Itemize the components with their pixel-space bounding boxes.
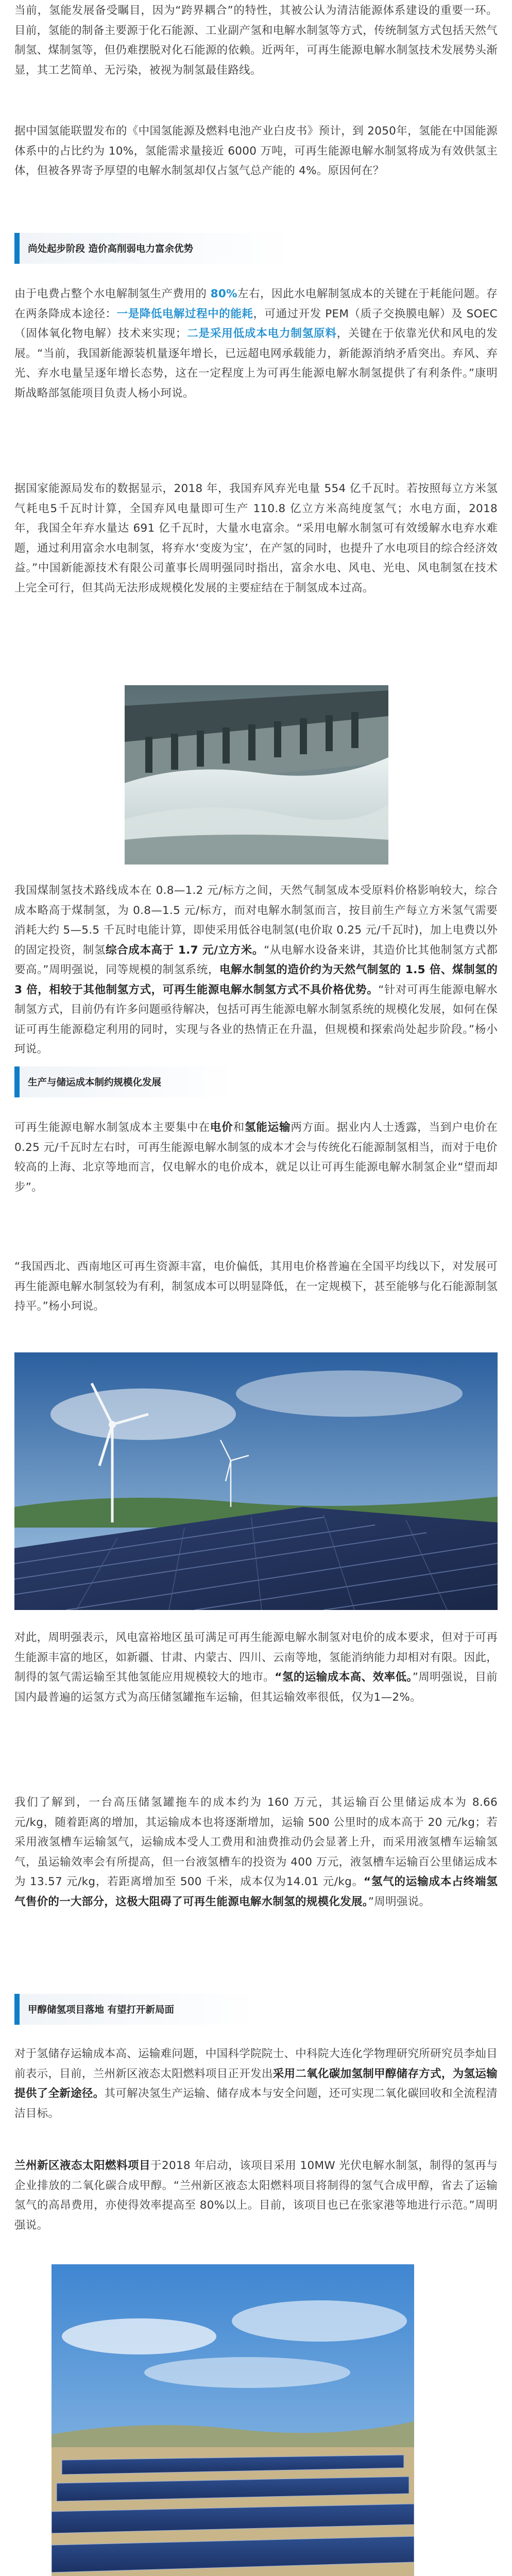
p10-text-a: 对于氢储存运输成本高、运输难问题，中国科学院院士、中科院大连化学物理研究所研究员李灿目前表示，目前，兰州新区液态太阳燃料项目正开发出 <box>14 2047 498 2080</box>
section-header-1: 尚处起步阶段 造价高削弱电力富余优势 <box>14 233 293 264</box>
p5-text-a: 我国煤制氢技术路线成本在 0.8—1.2 元/标方之间，天然气制氢成本受原料价格影响较大，综合成本略高于煤制氢，为 0.8—1.5 元/标方，而对电解水制氢而言，按目前生产每立方米氢气需要消耗大约 5—5.5 千瓦时电能计算，即使采用低谷电制氢(电价取 0.25 元/千瓦时)，加上电费以外的固定投资，制氢 <box>14 884 498 957</box>
paragraph-transport-issue <box>14 1628 498 1707</box>
p9-text-c: ”周明强说。 <box>368 1895 431 1908</box>
p8-text-a: 对此，周明强表示，风电富裕地区虽可满足可再生能源电解水制氢对电价的成本要求，但对于可再生能源丰富的地区，如新疆、甘肃、内蒙古、四川、云南等地，氢能消纳能力却相对有限。因此，制得的氢气需运输至其他氢能应用规模较大的地市。 <box>14 1631 498 1684</box>
dam-photo <box>125 685 388 865</box>
p3-text-d: ，关键在于依靠光伏和风电的发展。“当前，我国新能源装机量逐年增长，已远超电网承载能力，新能源消纳矛盾突出。弃风、弃光、弃水电量呈逐年增长态势，这在一定程度上为可再生能源电解水制氢提供了有利条件。”康明斯战略部氢能项目负责人杨小珂说。 <box>14 327 498 400</box>
p3-highlight-80: 80% <box>210 287 237 300</box>
p6-bold-price: 电价 <box>210 1121 233 1134</box>
p10-text-c: 其可解决氢生产运输、储存成本与安全问题，还可实现二氧化碳回收和全流程清洁目标。 <box>14 2087 498 2120</box>
p3-highlight-route1: 一是降低电解过程中的能耗 <box>116 307 253 320</box>
p11-bold-project: 兰州新区液态太阳燃料项目 <box>14 2159 150 2172</box>
p3-text-a: 由于电费占整个水电解制氢生产费用的 <box>14 287 211 300</box>
p6-text-and: 和 <box>233 1121 245 1134</box>
p5-text-c: “从电解水设备来讲，其造价比其他制氢方式都要高。”周明强说，同等规模的制氢系统， <box>14 943 498 976</box>
paragraph-methanol-storage <box>14 2044 498 2124</box>
paragraph-western-regions: “我国西北、西南地区可再生资源丰富，电价偏低，其用电价格普遍在全国平均线以下，对发展可再生能源电解水制氢较为有利，制氢成本可以明显降低，在一定规模下，甚至能够与化石能源制氢持平。”杨小珂说。 <box>14 1260 498 1313</box>
p6-text-c: 两方面。据业内人士透露，当到户电价在 0.25 元/千瓦时左右时，可再生能源电解水制氢的成本才会与传统化石能源制氢相当，而对于电价较高的上海、北京等地而言，仅电解水的电价成本，就足以让可再生能源电解水制氢企业“望而却步”。 <box>14 1121 498 1194</box>
p8-text-c: ”周明强说，目前国内最普遍的运氢方式为高压储氢罐拖车运输，但其运输效率很低，仅为1—2%。 <box>14 1671 498 1704</box>
paragraph-curtailment: 据国家能源局发布的数据显示，2018 年，我国弃风弃光电量 554 亿千瓦时。若按照每立方米氢气耗电5千瓦时计算，全国弃风电量即可生产 110.8 亿立方米高纯度氢气；水电方面，2018 年，我国全年弃水量达 691 亿千瓦时，大量水电富余。“采用电解水制氢可有效缓解水电弃水难题，通过利用富余水电制氢，将弃水‘变废为宝’，在产氢的同时，也提升了水电项目的综合经济效益。”中国新能源技术有限公司董事长周明强同时指出，富余水电、风电、光电、风电制氢在技术上完全可行，但其尚无法形成规模化发展的主要症结在于制氢成本过高。 <box>14 482 498 595</box>
paragraph-cost-routes <box>14 284 498 403</box>
p5-bold-2: 电解水制氢的造价约为天然气制氢的 1.5 倍、煤制氢的 3 倍，相较于其他制氢方式，可再生能源电解水制氢方式不具价格优势。 <box>14 963 498 996</box>
paragraph-lanzhou-project <box>14 2156 498 2235</box>
p5-text-d: “针对可再生能源电解水制氢方式，目前仍有许多问题亟待解决，包括可再生能源电解水制氢系统的规模化发展，如何在保证可再生能源稳定利用的同时，实现与各业的热情正在升温，但规模和探索尚处起步阶段。”杨小珂说。 <box>14 983 498 1056</box>
p3-text-b: 左右，因此水电解制氢成本的关键在于耗能问题。存在两条降成本途径： <box>14 287 498 320</box>
p5-bold-1: 综合成本高于 1.7 元/立方米。 <box>106 943 264 957</box>
p3-text-c: ，可通过开发 PEM（质子交换膜电解）及 SOEC（固体氧化物电解）技术来实现； <box>14 307 498 340</box>
p9-bold-quote: “氢气的运输成本占终端氢气售价的一大部分，这极大阻碍了可再生能源电解水制氢的规模化发展。 <box>14 1875 498 1908</box>
solar-array-illustration <box>52 2264 414 2576</box>
dam-illustration <box>125 685 388 865</box>
p6-text-a: 可再生能源电解水制氢成本主要集中在 <box>14 1121 210 1134</box>
paragraph-price-transport <box>14 1118 498 1197</box>
p3-highlight-route2: 二是采用低成本电力制氢原料 <box>186 327 337 340</box>
intro-text-a: 当前，氢能发展备受瞩目，因为“跨界耦合”的特性，其被公认为清洁能源体系建设的重要一环。 <box>14 4 498 17</box>
paragraph-whitepaper: 据中国氢能联盟发布的《中国氢能源及燃料电池产业白皮书》预计，到 2050年，氢能在中国能源体系中的占比约为 10%，氢能需求量接近 6000 万吨，可再生能源电解水制氢将成为有效供氢主体，但被各界寄予厚望的电解水制氢却仅占氢气总产能的 4%。原因何在？ <box>14 125 498 177</box>
intro-paragraph <box>14 1 498 80</box>
solar-array-photo <box>52 2264 414 2576</box>
p11-text-b: 于2018 年启动，该项目采用 10MW 光伏电解水制氢，制得的氢再与企业排放的二氧化碳合成甲醇。“兰州新区液态太阳燃料项目将制得的氢气合成甲醇，省去了运输氢气的高昂费用，亦使得效率提高至 80%以上。目前，该项目也已在张家港等地进行示范。”周明强说。 <box>14 2159 498 2232</box>
p6-bold-transport: 氢能运输 <box>244 1121 291 1134</box>
paragraph-tanker-costs <box>14 1793 498 1912</box>
p8-bold-quote: “氢的运输成本高、效率低。 <box>275 1671 413 1684</box>
section-header-3: 甲醇储氢项目落地 有望打开新局面 <box>14 1994 257 2025</box>
p10-bold-method: 采用二氧化碳加氢制甲醇储存方式，为氢运输提供了全新途径。 <box>14 2067 498 2100</box>
intro-text-b: 目前，氢能的制备主要源于化石能源、工业副产氢和电解水制氢等方式，传统制氢方式包括天然气制氢、煤制氢等，但仍难摆脱对化石能源的依赖。近两年，可再生能源电解水制氢技术发展势头渐显，其工艺简单、无污染，被视为制氢最佳路线。 <box>14 24 498 77</box>
solar-wind-photo <box>14 1352 498 1610</box>
p9-text-a: 我们了解到，一台高压储氢罐拖车的成本约为 160 万元，其运输百公里储运成本为 8.66 元/kg，随着距离的增加，其运输成本也将逐渐增加，运输 500 公里时的成本高于 20 元/kg；若采用液氢槽车运输氢气，运输成本受人工费用和油费推动仍会显著上升，而采用液氢槽车运输氢气，虽运输效率会有所提高，但一台液氢槽车的投资为 400 万元，液氢槽车运输百公里储运成本为 13.57 元/kg，若距离增加至 500 千米，成本仅为14.01 元/kg。 <box>14 1796 498 1888</box>
solar-wind-illustration <box>14 1352 498 1610</box>
section-header-2: 生产与储运成本制约规模化发展 <box>14 1066 236 1097</box>
paragraph-cost-comparison <box>14 881 498 1060</box>
